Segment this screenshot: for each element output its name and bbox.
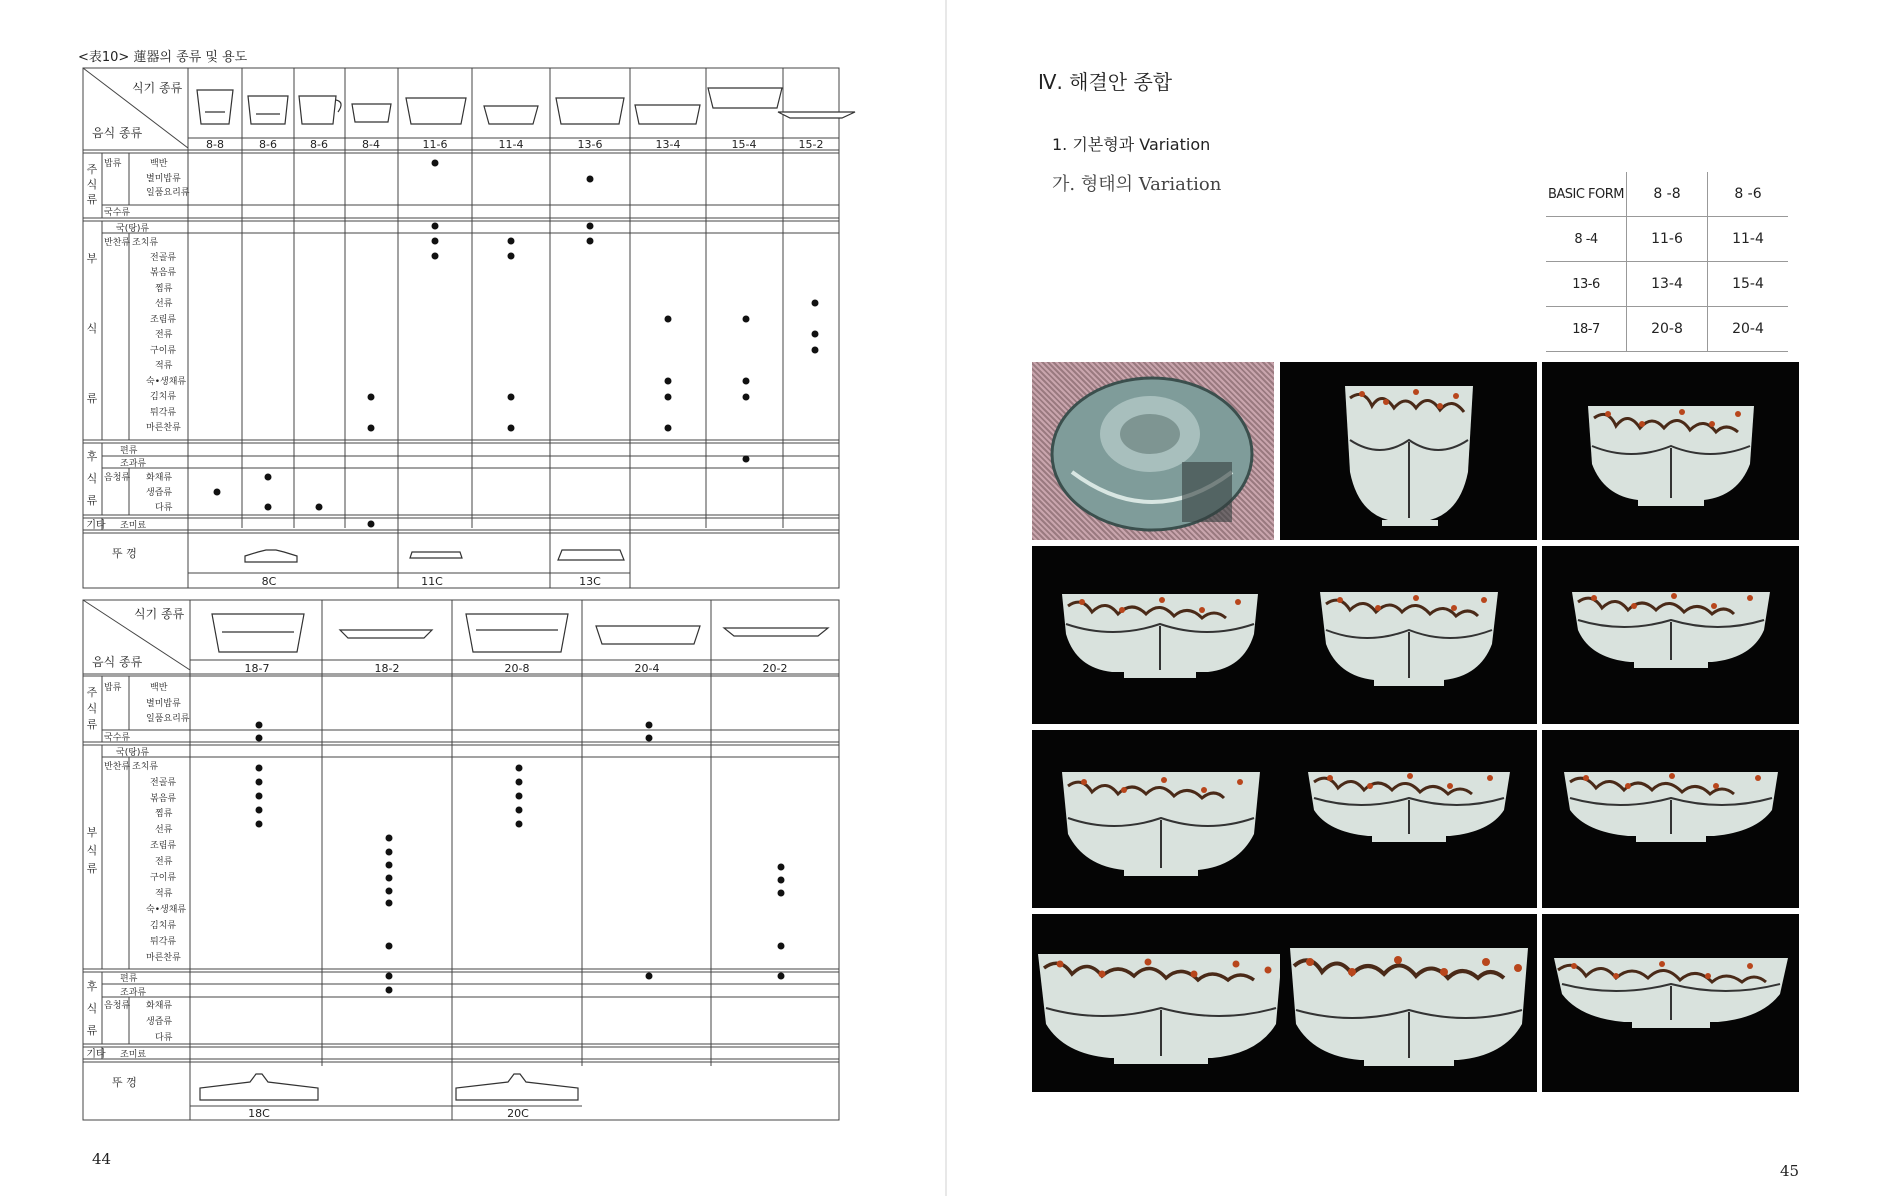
t2-group-side-2: 식 (86, 844, 98, 857)
t2-row-kimchi: 김치류 (150, 921, 177, 931)
table2-header-top: 식기 종류 (134, 607, 185, 621)
bowl-photo-11-6 (1280, 546, 1537, 724)
t2-group-dessert-3: 류 (86, 1024, 98, 1037)
row-drink: 음청류 (104, 473, 131, 483)
bowl-photo-basic-form (1032, 362, 1274, 540)
bowl-photo-8-4 (1032, 546, 1289, 724)
row-marun: 마른찬류 (146, 423, 181, 433)
table2-col-label: 20-2 (762, 662, 788, 675)
row-tteok: 편류 (120, 446, 138, 456)
t2-row-bokkeum: 볶음류 (150, 794, 177, 804)
row-jorim: 조림류 (150, 315, 177, 325)
row-baekban: 백반 (150, 159, 168, 169)
group-dessert-3: 류 (86, 494, 98, 507)
variation-row (1546, 172, 1788, 217)
table2-col-label: 20-4 (634, 662, 660, 675)
bowl-photo-8-8 (1280, 362, 1537, 540)
table1-lid-size: 13C (579, 575, 601, 588)
group-dessert-2: 식 (86, 472, 98, 485)
usage-dots-1 (214, 160, 819, 528)
row-bokkeum: 볶음류 (150, 268, 177, 278)
bowl-photo-11-4 (1542, 546, 1799, 724)
table2-col-label: 18-2 (374, 662, 400, 675)
table2-lid-label: 뚜 껑 (112, 1076, 137, 1089)
t2-row-ilpum: 일품요리류 (146, 714, 190, 724)
variation-cell: 8 -6 (1708, 172, 1789, 217)
row-soup: 국(탕)류 (116, 224, 150, 234)
table1-col-label: 15-4 (731, 138, 757, 151)
table1-lid-label: 뚜 껑 (112, 547, 137, 560)
bowl-photo-20-4 (1542, 914, 1799, 1092)
t2-row-jeon: 전류 (155, 857, 173, 867)
t2-row-noodle: 국수류 (104, 733, 131, 743)
row-jeon: 전류 (155, 330, 173, 340)
t2-row-jorim: 조림류 (150, 841, 177, 851)
t2-row-tteok: 편류 (120, 974, 138, 984)
t2-group-main-2: 식 (86, 702, 98, 715)
t2-row-drink: 음청류 (104, 1001, 131, 1011)
row-hwachae: 화채류 (146, 473, 173, 483)
variation-row (1546, 262, 1788, 307)
row-byeolmi: 별미밥류 (146, 174, 181, 184)
row-saengcheong: 생즙류 (146, 488, 173, 498)
group-dessert-1: 후 (86, 450, 98, 463)
t2-row-seon: 선류 (155, 825, 173, 835)
variation-table (1546, 172, 1788, 352)
row-kimchi: 김치류 (150, 392, 177, 402)
row-jeongol: 전골류 (150, 253, 177, 263)
table1-col-label: 8-8 (206, 138, 224, 151)
t2-row-jomiryo: 조미료 (120, 1050, 147, 1060)
row-jogwa: 조과류 (120, 459, 147, 469)
bowl-photo-15-4 (1542, 730, 1799, 908)
t2-group-main-3: 류 (86, 718, 98, 731)
variation-cell: BASIC FORM (1546, 172, 1627, 217)
table1-header-top: 식기 종류 (132, 81, 183, 95)
t2-group-dessert-1: 후 (86, 980, 98, 993)
bowl-photo-8-6 (1542, 362, 1799, 540)
table2-col-label: 20-8 (504, 662, 530, 675)
t2-group-etc: 기타 (86, 1049, 106, 1060)
table1-col-label: 8-4 (362, 138, 380, 151)
table1-col-label: 8-6 (259, 138, 277, 151)
page-number-right: 45 (1780, 1162, 1800, 1180)
row-jeok: 적류 (155, 361, 173, 371)
row-gui: 구이류 (150, 346, 177, 356)
variation-cell: 20-4 (1708, 307, 1789, 352)
table1-col-label: 13-6 (577, 138, 603, 151)
t2-row-jeongol: 전골류 (150, 778, 177, 788)
variation-cell: 8 -4 (1546, 217, 1627, 262)
row-twigak: 튀각류 (150, 408, 177, 418)
t2-row-banchan: 반찬류 (104, 762, 131, 772)
row-ilpum: 일품요리류 (146, 188, 190, 198)
variation-cell: 13-6 (1546, 262, 1627, 307)
t2-row-jogwa: 조과류 (120, 988, 147, 998)
group-main-3: 류 (86, 193, 98, 206)
bowl-photo-grid (1032, 362, 1799, 1099)
t2-row-baekban: 백반 (150, 683, 168, 693)
t2-row-soup: 국(탕)류 (116, 748, 150, 758)
usage-table-1 (0, 0, 945, 588)
row-bap: 밥류 (104, 159, 122, 169)
subsection-title: 1. 기본형과 Variation (1052, 135, 1211, 154)
usage-table-2 (0, 596, 945, 1136)
row-seon: 선류 (155, 299, 173, 309)
variation-cell: 8 -8 (1627, 172, 1708, 217)
group-main-1: 주 (86, 163, 98, 176)
t2-row-twigak: 튀각류 (150, 937, 177, 947)
bowl-photo-20-8 (1280, 914, 1537, 1092)
t2-row-dacha: 다류 (155, 1033, 173, 1043)
t2-row-gui: 구이류 (150, 873, 177, 883)
group-etc: 기타 (86, 520, 106, 531)
table-caption: <表10> 蓮器의 종류 및 용도 (78, 50, 248, 65)
bowl-photo-13-6 (1032, 730, 1289, 908)
row-jjim: 찜류 (155, 284, 173, 294)
variation-cell: 18-7 (1546, 307, 1627, 352)
variation-cell: 11-4 (1708, 217, 1789, 262)
table1-col-label: 8-6 (310, 138, 328, 151)
t2-row-jeok: 적류 (155, 889, 173, 899)
variation-cell: 15-4 (1708, 262, 1789, 307)
t2-group-main-1: 주 (86, 686, 98, 699)
usage-dots-2 (256, 722, 785, 994)
row-sukchae: 숙•생채류 (146, 377, 187, 387)
t2-group-dessert-2: 식 (86, 1002, 98, 1015)
table1-lid-size: 11C (421, 575, 443, 588)
group-side-3: 류 (86, 392, 98, 405)
row-banchan: 반찬류 (104, 238, 131, 248)
variation-cell: 13-4 (1627, 262, 1708, 307)
bowl-photo-18-7 (1032, 914, 1289, 1092)
t2-row-jochi: 조치류 (132, 762, 159, 772)
row-jomiryo: 조미료 (120, 521, 147, 531)
row-jochi: 조치류 (132, 238, 159, 248)
table1-header-left: 음식 종류 (92, 126, 143, 140)
page-number-left: 44 (92, 1150, 112, 1168)
t2-row-bap: 밥류 (104, 683, 122, 693)
t2-row-hwachae: 화채류 (146, 1001, 173, 1011)
variation-row (1546, 307, 1788, 352)
t2-group-side-3: 류 (86, 862, 98, 875)
row-noodle: 국수류 (104, 208, 131, 218)
group-side-1: 부 (86, 252, 98, 265)
table2-lid-size: 20C (507, 1107, 529, 1120)
variation-cell: 20-8 (1627, 307, 1708, 352)
t2-row-byeolmi: 별미밥류 (146, 699, 181, 709)
table1-col-label: 11-4 (498, 138, 524, 151)
table1-col-label: 11-6 (422, 138, 448, 151)
t2-row-marun: 마른찬류 (146, 953, 181, 963)
sub-subsection-title: 가. 형태의 Variation (1052, 174, 1222, 195)
group-side-2: 식 (86, 322, 98, 335)
t2-group-side-1: 부 (86, 826, 98, 839)
variation-cell: 11-6 (1627, 217, 1708, 262)
section-title: Ⅳ. 해결안 종합 (1038, 70, 1173, 94)
t2-row-jjim: 찜류 (155, 809, 173, 819)
row-dacha: 다류 (155, 503, 173, 513)
table2-header-left: 음식 종류 (92, 655, 143, 669)
table1-lid-size: 8C (261, 575, 277, 588)
variation-row (1546, 217, 1788, 262)
t2-row-sukchae: 숙•생채류 (146, 905, 187, 915)
table1-col-label: 13-4 (655, 138, 681, 151)
table2-col-label: 18-7 (244, 662, 270, 675)
bowl-photo-13-4 (1280, 730, 1537, 908)
t2-row-saengcheong: 생즙류 (146, 1017, 173, 1027)
table2-lid-size: 18C (248, 1107, 270, 1120)
group-main-2: 식 (86, 178, 98, 191)
table1-col-label: 15-2 (798, 138, 824, 151)
